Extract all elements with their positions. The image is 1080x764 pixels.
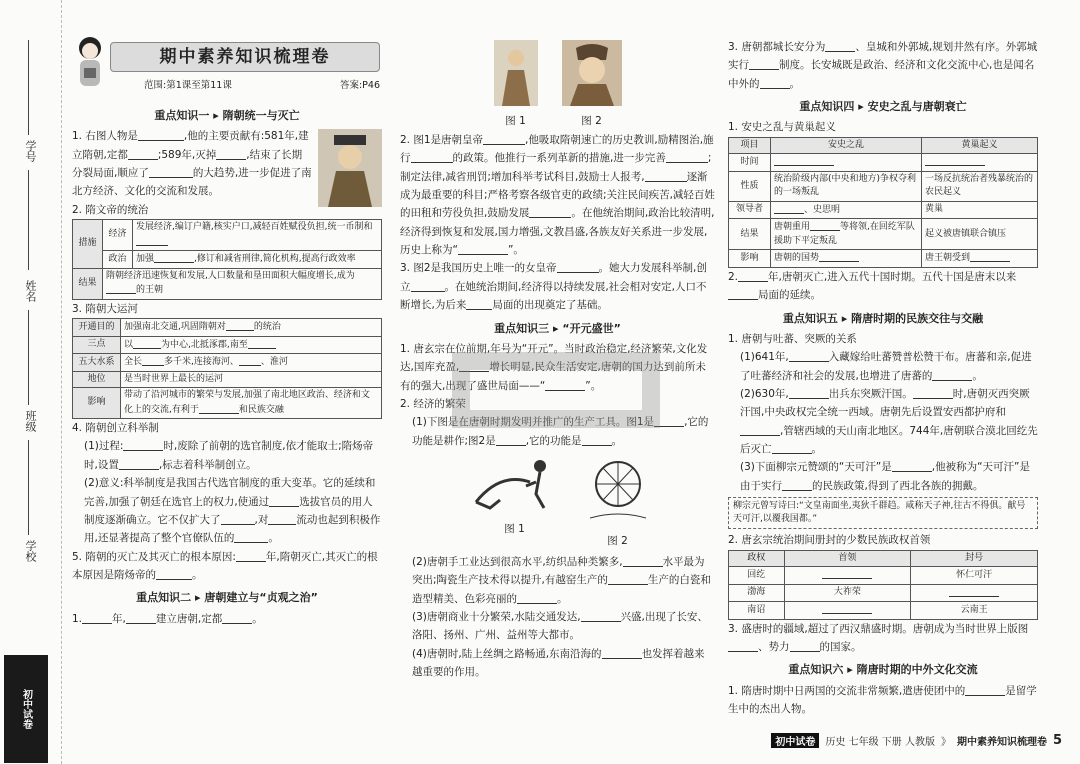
answer-blank[interactable] xyxy=(608,574,648,585)
answer-blank[interactable] xyxy=(790,641,820,652)
answer-blank[interactable] xyxy=(774,203,804,214)
answer-blank[interactable] xyxy=(483,134,525,145)
answer-blank[interactable] xyxy=(728,641,758,652)
answer-blank[interactable] xyxy=(772,443,812,454)
s2-question-3: 3. 图2是我国历史上唯一的女皇帝 。她大力发展科举制,创立 。在她统治期间,经济得以持续发展,社会相对安定,人口不断增长,为后来 局面的出现奠定了基础。 xyxy=(400,262,707,312)
answer-blank[interactable] xyxy=(965,685,1005,696)
s3-question-1: 1. 唐玄宗在位前期,年号为“开元”。当时政治稳定,经济繁荣,文化发达,国库充盈, 增长明显,民众生活安定,唐朝的国力达到前所未有的强大,出现了盛世局面——“ ”。 xyxy=(400,342,708,392)
fill-line xyxy=(28,40,29,135)
answer-blank[interactable] xyxy=(602,648,642,659)
question-5: 5. 隋朝的灭亡及其灭亡的根本原因: 年,隋朝灭亡,其灭亡的根本原因是隋炀帝的 。 xyxy=(72,550,378,581)
section-heading: 重点知识五 ▸ 隋唐时期的民族交往与交融 xyxy=(782,311,984,325)
answer-blank[interactable] xyxy=(822,603,872,614)
girl-illustration-icon xyxy=(72,34,108,94)
s5-question-3: 3. 盛唐时的疆域,超过了西汉鼎盛时期。唐朝成为当时世界上版图、势力 的国家。 xyxy=(728,622,1029,653)
answer-blank[interactable] xyxy=(810,220,840,231)
answer-blank[interactable] xyxy=(822,568,872,579)
footer xyxy=(771,733,1062,748)
answer-blank[interactable] xyxy=(106,283,136,294)
answer-blank[interactable] xyxy=(529,207,571,218)
s3-question-2-3: (3)唐朝商业十分繁荣,水陆交通发达, 兴盛,出现了长安、洛阳、扬州、广州、益州等大都市。 xyxy=(412,610,708,642)
s3-question-2-1: (1)下图是在唐朝时期发明并推广的生产工具。图1是 ,它的功能是耕作;图2是 ,它的功能是 。 xyxy=(412,416,709,447)
answer-blank[interactable] xyxy=(234,532,268,543)
s6-question-1: 1. 隋唐时期中日两国的交流非常频繁,遣唐使团中的 是留学生中的杰出人物。 xyxy=(728,684,1037,715)
figure-caption: 图 1 xyxy=(505,115,526,128)
s5-question-1-3: (3)下面柳宗元赞颂的“天可汗”是 ,他被称为“天可汗”是由于实行 的民族政策,得到了西北各族的拥戴。 xyxy=(740,461,1030,492)
answer-blank[interactable] xyxy=(411,152,453,163)
answer-blank[interactable] xyxy=(740,425,780,436)
waterwheel-icon xyxy=(590,452,646,526)
quote-box: 柳宗元曾写诗曰:“文皇南面坐,夷狄千群趋。咸称天子神,往古不得俱。献号天可汗,以覆我国都。” xyxy=(728,497,1038,529)
page-number: 5 xyxy=(1052,733,1062,748)
answer-blank[interactable] xyxy=(557,262,599,273)
answer-blank[interactable] xyxy=(913,388,953,399)
answer-blank[interactable] xyxy=(666,152,708,163)
figure-caption: 图 1 xyxy=(504,523,525,536)
answer-blank[interactable] xyxy=(216,149,246,160)
s4-question-2: 2. 年,唐朝灭亡,进入五代十国时期。五代十国是唐末以来局面的延续。 xyxy=(728,270,1017,302)
s4-question-1: 1. 安史之乱与黄巢起义 xyxy=(728,121,836,134)
answer-blank[interactable] xyxy=(128,149,158,160)
answer-blank[interactable] xyxy=(156,569,192,580)
tool-figures xyxy=(400,452,715,551)
emperor-portrait-icon xyxy=(318,129,382,207)
table-titles: 政权 首领 封号 回纥 怀仁可汗 渤海 大祚荣 南诏 云南王 xyxy=(728,550,1038,620)
student-id-label: 学号 xyxy=(24,140,37,162)
s2-question-1: 1. 年, 建立唐朝,定都 。 xyxy=(72,612,263,625)
tang-taizong-portrait-icon xyxy=(494,40,538,106)
answer-blank[interactable] xyxy=(268,514,296,525)
series-tag: 初中试卷 xyxy=(4,655,48,763)
answer-blank[interactable] xyxy=(789,388,829,399)
answer-blank[interactable] xyxy=(892,461,932,472)
figure-row xyxy=(400,40,715,131)
question-4-1: (1)过程: 时,废除了前朝的选官制度,依才能取士;隋炀帝时,设置 ,标志着科举制创立。 xyxy=(84,440,374,471)
column-1 xyxy=(72,34,382,628)
answer-blank[interactable] xyxy=(623,556,663,567)
answer-blank[interactable] xyxy=(749,59,779,70)
answer-blank[interactable] xyxy=(149,167,193,178)
footer-sep: 》 xyxy=(940,737,951,748)
fill-line xyxy=(28,440,29,535)
answer-blank[interactable] xyxy=(949,586,999,597)
answer-blank[interactable] xyxy=(970,251,1010,262)
s3-question-2-2: (2)唐朝手工业达到很高水平,纺织品种类繁多, 水平最为突出;陶瓷生产技术得以提升,有越窑生产的 生产的白瓷和造型精美、色彩亮丽的 。 xyxy=(412,555,711,605)
answer-blank[interactable] xyxy=(466,299,492,310)
answer-blank[interactable] xyxy=(154,252,194,263)
answer-blank[interactable] xyxy=(136,235,168,246)
section-heading: 重点知识二 ▸ 唐朝建立与“贞观之治” xyxy=(136,591,318,605)
range-text: 范围:第1课至第11课 xyxy=(144,80,232,91)
s5-question-1-1: (1)641年, 入藏嫁给吐蕃赞普松赞干布。唐蕃和亲,促进了吐蕃经济和社会的发展,也增进了唐蕃的 。 xyxy=(740,351,1032,382)
section-heading: 重点知识三 ▸ “开元盛世” xyxy=(494,321,621,335)
question-4-2: (2)意义:科举制度是我国古代选官制度的重大变革。它的延续和完善,加强了朝廷在选官上的权力,使通过 选拔官员的用人制度逐渐确立。它不仅扩大了 ,对 流动也起到积极作用,还显著提高了整个官僚队伍的 。 xyxy=(84,477,381,545)
s3-question-2: 2. 经济的繁荣 xyxy=(400,397,466,410)
figure-caption: 图 2 xyxy=(607,535,628,548)
answer-blank[interactable] xyxy=(236,551,266,562)
answer-blank[interactable] xyxy=(248,338,276,349)
table-suiwendi: 措施 经济 发展经济,编订户籍,核实户口,减轻百姓赋役负担,统一币制和 政治 加强 ,修订和减省刑律,简化机构,提高行政效率 结果 隋朝经济迅速恢复和发展,人口数量和垦田面积大幅度增长,成为的王朝 xyxy=(72,219,382,300)
name-label: 姓名 xyxy=(24,280,37,302)
footer-subject: 历史 七年级 下册 人教版 xyxy=(825,737,935,748)
answer-blank[interactable] xyxy=(119,459,159,470)
class-label: 班级 xyxy=(24,410,37,432)
answer-blank[interactable] xyxy=(458,244,508,255)
s3-question-2-4: (4)唐朝时,陆上丝绸之路畅通,东南沿海的 也发挥着越来越重要的作用。 xyxy=(412,647,705,678)
s2-question-2: 2. 图1是唐朝皇帝 ,他吸取隋朝速亡的历史教训,励精图治,施行 的政策。他推行一系列革新的措施,进一步完善 ;制定法律,减省刑罚;增加科举考试科目,鼓励士人报考, 逐渐成为最重要的科目;严格考察各级官吏的政绩;关注民间疾苦,减轻百姓的田租和劳役负担,鼓励发展 。在他统治期间,政治比较清明,经济得到恢复和发展,国力增强,文教昌盛,各族友好关系进一步发展,历史上称为“ ”。 xyxy=(400,133,715,256)
answer-blank[interactable] xyxy=(142,355,164,366)
answer-blank[interactable] xyxy=(517,593,557,604)
watermark xyxy=(452,352,660,428)
question-2: 2. 隋文帝的统治 xyxy=(72,203,149,216)
answer-blank[interactable] xyxy=(581,611,621,622)
column-3 xyxy=(728,38,1038,718)
answer-blank[interactable] xyxy=(133,338,161,349)
answer-blank[interactable] xyxy=(932,370,972,381)
answer-blank[interactable] xyxy=(221,514,255,525)
answer-blank[interactable] xyxy=(269,496,299,507)
answer-blank[interactable] xyxy=(825,41,855,52)
table-rebellions: 项目 安史之乱 黄巢起义 时间 性质 统治阶级内部(中央和地方)争权夺利的一场叛乱 一场反抗统治者残暴统治的农民起义 领导者 、史思明 黄巢 结果 唐朝重用 等将领,在回纥军队援助下平定叛乱 起义被唐镇联合镇压 影响 唐朝的国势 唐王朝受到 xyxy=(728,137,1038,268)
curved-plough-icon xyxy=(470,452,560,514)
question-4: 4. 隋朝创立科举制 xyxy=(72,422,159,434)
answer-blank[interactable] xyxy=(925,155,985,166)
school-label: 学校 xyxy=(24,540,37,562)
table-canal: 开通目的 加强南北交通,巩固隋朝对 的统治 三点 以 为中心,北抵涿郡,南至 五大水系 全长 多千米,连接海河、 、淮河 地位 是当时世界上最长的运河 影响 带动了沿河城市的繁荣与发展,加强了南北地区政治、经济和文化上的交流,有利于 和民族交融 xyxy=(72,318,382,419)
s5-question-1: 1. 唐朝与吐蕃、突厥的关系 xyxy=(728,332,857,345)
answer-blank[interactable] xyxy=(819,251,859,262)
answer-blank[interactable] xyxy=(226,320,254,331)
question-1: 1. 右图人物是 ,他的主要贡献有:581年,建立隋朝,定都 ;589年,灭掉 ,结束了长期分裂局面,顺应了 的大趋势,进一步促进了南北方经济、文化的交流和发展。 xyxy=(72,127,382,201)
answer-blank[interactable] xyxy=(239,355,261,366)
answer-blank[interactable] xyxy=(782,480,812,491)
s5-question-1-2: (2)630年, 出兵东突厥汗国。 时,唐朝灭西突厥汗国,中央政权完全统一西域。唐朝先后设置安西都护府和,管辖西域的天山南北地区。744年,唐朝联合漠北回纥先后灭亡 。 xyxy=(740,387,1038,455)
page-title: 期中素养知识梳理卷 xyxy=(110,42,380,72)
answer-blank[interactable] xyxy=(126,613,156,624)
answer-blank[interactable] xyxy=(138,130,184,141)
answer-blank[interactable] xyxy=(645,171,687,182)
answer-ref: 答案:P46 xyxy=(339,80,380,91)
figure-caption: 图 2 xyxy=(581,115,602,128)
section-heading: 重点知识六 ▸ 隋唐时期的中外文化交流 xyxy=(788,663,978,677)
answer-blank[interactable] xyxy=(738,271,768,282)
section-heading: 重点知识一 ▸ 隋朝统一与灭亡 xyxy=(154,109,300,122)
binding-margin xyxy=(0,0,62,764)
answer-blank[interactable] xyxy=(82,613,112,624)
answer-blank[interactable] xyxy=(760,78,790,89)
answer-blank[interactable] xyxy=(774,155,834,166)
answer-blank[interactable] xyxy=(789,351,829,362)
s3-question-3: 3. 唐朝都城长安分为 、皇城和外郭城,规划井然有序。外郭城实行 制度。长安城既是政治、经济和文化交流中心,也是闻名中外的 。 xyxy=(728,41,1038,90)
answer-blank[interactable] xyxy=(496,435,526,446)
question-3: 3. 隋朝大运河 xyxy=(72,302,138,315)
answer-blank[interactable] xyxy=(222,613,252,624)
s5-question-2: 2. 唐玄宗统治期间册封的少数民族政权首领 xyxy=(728,534,931,547)
footer-brand: 初中试卷 xyxy=(771,733,819,748)
answer-blank[interactable] xyxy=(411,281,445,292)
answer-blank[interactable] xyxy=(582,435,612,446)
fill-line xyxy=(28,310,29,405)
header xyxy=(72,34,382,102)
answer-blank[interactable] xyxy=(199,403,239,414)
wu-zetian-portrait-icon xyxy=(562,40,622,106)
footer-title: 期中素养知识梳理卷 xyxy=(956,737,1047,748)
answer-blank[interactable] xyxy=(123,440,163,451)
answer-blank[interactable] xyxy=(728,289,758,300)
fill-line xyxy=(28,170,29,270)
section-heading: 重点知识四 ▸ 安史之乱与唐朝衰亡 xyxy=(799,100,967,114)
